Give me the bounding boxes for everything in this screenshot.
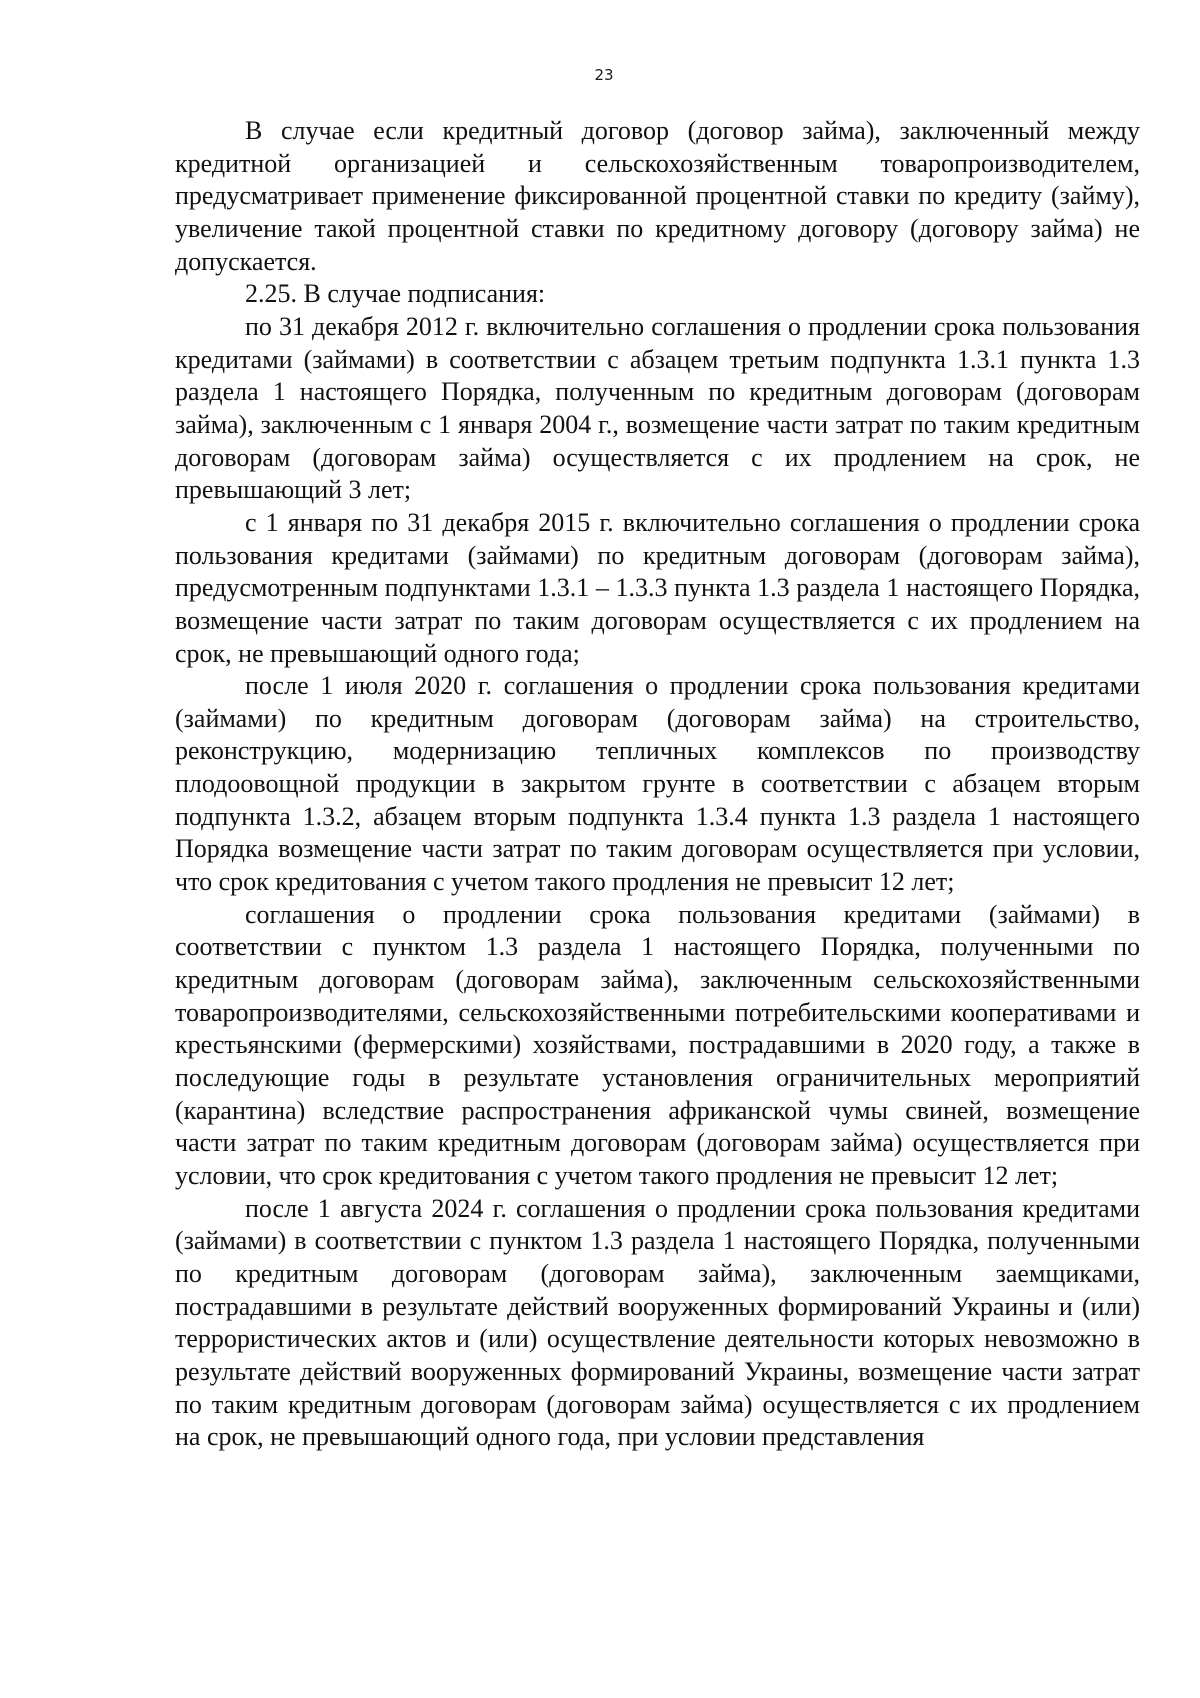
paragraph-after-august-2024: после 1 августа 2024 г. соглашения о продлении срока пользования кредитами (займами) в соответствии с пунктом 1.3 раздела 1 настоящего Порядка, полученными по кредитным договорам (договорам займа), заключенным заемщиками, пострадавшими в результате действий вооруженных формирований Украины и (или) террористических актов и (или) осуществление деятельности которых невозможно в результате действий вооруженных формирований Украины, возмещение части затрат по таким кредитным договорам (договорам займа) осуществляется с их продлением на срок, не превышающий одного года, при условии представления xyxy=(175,1193,1140,1452)
page-number: 23 xyxy=(594,66,614,84)
document-body xyxy=(175,115,1140,1454)
paragraph-until-2012: по 31 декабря 2012 г. включительно соглашения о продлении срока пользования кредитами (займами) в соответствии с абзацем третьим подпункта 1.3.1 пункта 1.3 раздела 1 настоящего Порядка, полученным по кредитным договорам (договорам займа), заключенным с 1 января 2004 г., возмещение части затрат по таким кредитным договорам (договорам займа) осуществляется с их продлением на срок, не превышающий 3 лет; xyxy=(175,311,1140,505)
paragraph-after-july-2020: после 1 июля 2020 г. соглашения о продлении срока пользования кредитами (займами) по кредитным договорам (договорам займа) на строительство, реконструкцию, модернизацию тепличных комплексов по производству плодоовощной продукции в закрытом грунте в соответствии с абзацем вторым подпункта 1.3.2, абзацем вторым подпункта 1.3.4 пункта 1.3 раздела 1 настоящего Порядка возмещение части затрат по таким договорам осуществляется при условии, что срок кредитования с учетом такого продления не превысит 12 лет; xyxy=(175,671,1140,897)
paragraph-2015: с 1 января по 31 декабря 2015 г. включительно соглашения о продлении срока пользования кредитами (займами) по кредитным договорам (договорам займа), предусмотренным подпунктами 1.3.1 – 1.3.3 пункта 1.3 раздела 1 настоящего Порядка, возмещение части затрат по таким договорам осуществляется с их продлением на срок, не превышающий одного года; xyxy=(175,507,1140,668)
paragraph-african-swine-fever: соглашения о продлении срока пользования кредитами (займами) в соответствии с пунктом 1.3 раздела 1 настоящего Порядка, полученными по кредитным договорам (договорам займа), заключенным сельскохозяйственными товаропроизводителями, сельскохозяйственными потребительскими кооперативами и крестьянскими (фермерскими) хозяйствами, пострадавшими в 2020 году, а также в последующие годы в результате установления ограничительных мероприятий (карантина) вследствие распространения африканской чумы свиней, возмещение части затрат по таким кредитным договорам (договорам займа) осуществляется при условии, что срок кредитования с учетом такого продления не превысит 12 лет; xyxy=(175,899,1140,1190)
paragraph-fixed-rate: В случае если кредитный договор (договор займа), заключенный между кредитной организацией и сельскохозяйственным товаропроизводителем, предусматривает применение фиксированной процентной ставки по кредиту (займу), увеличение такой процентной ставки по кредитному договору (договору займа) не допускается. xyxy=(175,116,1140,276)
paragraph-clause-2-25: 2.25. В случае подписания: xyxy=(245,279,546,309)
